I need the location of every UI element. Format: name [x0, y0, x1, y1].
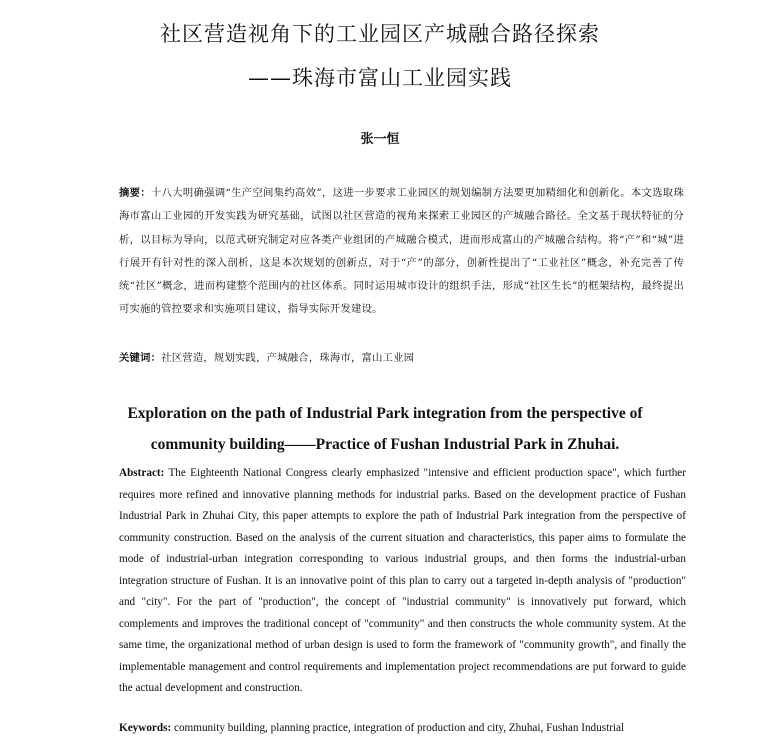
- chinese-keywords-label: 关键词：: [119, 352, 162, 364]
- chinese-title: 社区营造视角下的工业园区产城融合路径探索: [160, 22, 600, 46]
- english-keywords-label: Keywords:: [119, 722, 172, 734]
- english-abstract-label: Abstract:: [119, 467, 165, 479]
- english-keywords: [119, 718, 719, 739]
- english-keywords-text: community building, planning practice, integration of production and city, Zhuhai, Fushan Industrial: [174, 722, 625, 734]
- chinese-keywords: [119, 348, 684, 368]
- chinese-keywords-text: 社区营造，规划实践，产城融合，珠海市，富山工业园: [161, 352, 415, 364]
- author-name: 张一恒: [360, 132, 400, 147]
- english-title: Exploration on the path of Industrial Park integration from the perspective of community building——Practice of Fushan Industrial Park in Zhuhai.: [127, 405, 643, 453]
- chinese-abstract-text: 十八大明确强调“生产空间集约高效”，这进一步要求工业园区的规划编制方法要更加精细化和创新化。本文选取珠海市富山工业园的开发实践为研究基础，试图以社区营造的视角来探索工业园区的产城融合路径。全文基于现状特征的分析，以目标为导向，以范式研究制定对应各类产业组团的产城融合模式，进而形成富山的产城融合结构。将“产”和“城”进行展开有针对性的深入剖析，这是本次规划的创新点，对于“产”的部分，创新性提出了“工业社区”概念，补充完善了传统“社区”概念，进而构建整个范围内的社区体系。同时运用城市设计的组织手法，形成“社区生长”的框架结构，最终提出可实施的管控要求和实施项目建议，指导实际开发建设。: [119, 187, 685, 316]
- english-abstract: [119, 463, 686, 700]
- chinese-abstract-label: 摘要：: [119, 187, 151, 199]
- chinese-subtitle: ——珠海市富山工业园实践: [248, 66, 512, 90]
- english-abstract-text: The Eighteenth National Congress clearly emphasized "intensive and efficient production space", which further requires more refined and innovative planning methods for industrial parks. Based on the development practice of Fushan Industrial Park in Zhuhai City, this paper attempts to explore the path of Industrial Park integration from the perspective of community construction. Based on the analysis of the current situation and characteristics, this paper aims to formulate the mode of industrial-urban integration corresponding to various industrial groups, and then forms the industrial-urban integration structure of Fushan. It is an innovative point of this plan to carry out a targeted in-depth analysis of "production" and "city". For the part of "production", the concept of "industrial community" is innovatively put forward, which complements and improves the traditional concept of "community" and then constructs the whole community system. At the same time, the organizational method of urban design is used to form the framework of "community growth", and finally the implementable management and control requirements and implementation project recommendations are put forward to guide the actual development and construction.: [119, 467, 686, 694]
- chinese-abstract: [119, 182, 684, 322]
